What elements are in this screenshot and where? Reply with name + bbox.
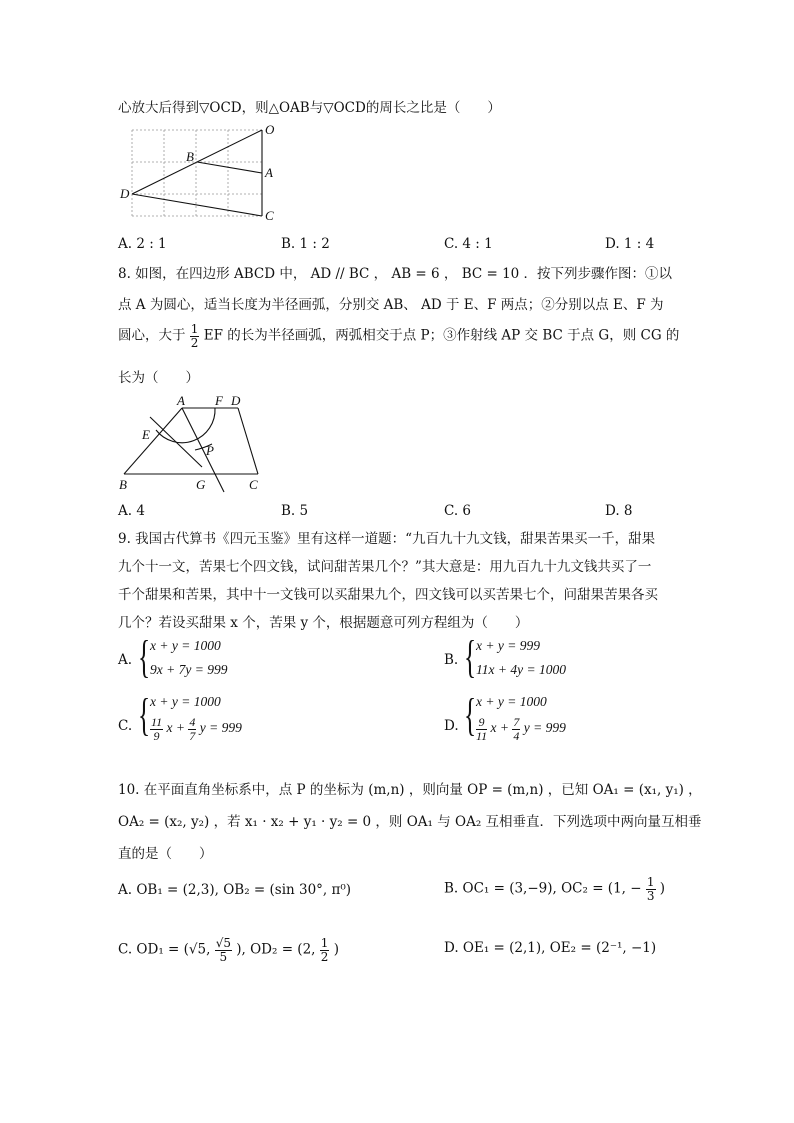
q7-figure xyxy=(112,120,282,230)
q8-label-p: P xyxy=(206,443,214,458)
q9-line2: 九个十一文，苦果七个四文钱，试问甜苦果几个？”其大意是：用九百九十九文钱共买了一 xyxy=(118,559,652,575)
q9-c-tail: y = 999 xyxy=(199,720,242,736)
q10-b-frac-den: 3 xyxy=(646,888,655,903)
q10-b-pre: B. OC₁ = (3,−9), OC₂ = (1, − xyxy=(444,880,642,897)
q9-c-f2-num: 4 xyxy=(189,715,196,729)
q9-d-f1-num: 9 xyxy=(476,716,487,730)
q10-c-post: ) xyxy=(333,941,339,958)
q9-option-a-eq2: 9x + 7y = 999 xyxy=(150,662,228,677)
q8-label-f: F xyxy=(215,393,223,408)
q8-figure xyxy=(112,392,272,494)
q10-c-frac2-den: 2 xyxy=(320,949,329,964)
q9-c-f1-den: 9 xyxy=(153,728,160,743)
q8-option-c: C. 6 xyxy=(444,503,472,519)
q10-line1: 10. 在平面直角坐标系中，点 P 的坐标为 (m,n) ，则向量 OP = (m,n) ，已知 OA₁ = (x₁, y₁) ， xyxy=(118,782,702,798)
q9-c-mid: x + xyxy=(166,720,185,736)
q8-option-a: A. 4 xyxy=(118,503,145,519)
q9-line3: 千个甜果和苦果，其中十一文钱可以买甜果九个，四文钱可以买苦果七个，问甜果苦果各买 xyxy=(118,587,658,603)
q10-c-frac1-den: 5 xyxy=(219,949,228,964)
q10-line2: OA₂ = (x₂, y₂) ，若 x₁ · x₂ + y₁ · y₂ = 0 ，则 OA₁ 与 OA₂ 互相垂直．下列选项中两向量互相垂 xyxy=(118,814,702,830)
q7-label-a: A xyxy=(265,165,273,180)
q10-b-frac-num: 1 xyxy=(646,875,655,889)
q8-option-d: D. 8 xyxy=(605,503,633,519)
q9-option-d-eq2 xyxy=(476,716,566,742)
q7-label-o: O xyxy=(265,122,275,137)
q7-option-b: B. 1 : 2 xyxy=(281,236,330,252)
q9-option-d-eq1: x + y = 1000 xyxy=(476,694,547,709)
q7-option-d: D. 1 : 4 xyxy=(605,236,655,252)
q9-d-f1-den: 11 xyxy=(476,728,488,743)
q10-option-d: D. OE₁ = (2,1), OE₂ = (2⁻¹, −1) xyxy=(444,940,657,956)
q10-c-mid: ), OD₂ = (2, xyxy=(236,941,316,958)
q10-c-frac1-num: √5 xyxy=(215,936,231,950)
q7-option-c: C. 4 : 1 xyxy=(444,236,493,252)
q9-option-c-eq2 xyxy=(150,716,242,742)
q9-option-a-brace: { xyxy=(138,631,151,682)
q9-line1: 9. 我国古代算书《四元玉鉴》里有这样一道题：“九百九十九文钱，甜果苦果买一千，甜果 xyxy=(118,531,656,547)
q8-line2: 点 A 为圆心，适当长度为半径画弧，分别交 AB、 AD 于 E、F 两点；②分别以点 E、F 为 xyxy=(118,297,664,313)
q8-label-d: D xyxy=(231,393,241,408)
q8-option-b: B. 5 xyxy=(281,503,309,519)
q8-label-a: A xyxy=(177,393,185,408)
q8-frac-num: 1 xyxy=(190,322,199,336)
q9-line4: 几个？若设买甜果 x 个，苦果 y 个，根据题意可列方程组为（ ） xyxy=(118,615,529,631)
q9-option-b-eq2: 11x + 4y = 1000 xyxy=(476,662,566,677)
q9-option-a-eq1: x + y = 1000 xyxy=(150,638,221,653)
q9-option-b-eq1: x + y = 999 xyxy=(476,638,540,653)
q8-label-b: B xyxy=(119,477,127,492)
q9-option-c-label: C. xyxy=(118,718,133,734)
q9-d-mid: x + xyxy=(490,720,509,736)
q9-option-a-label: A. xyxy=(118,652,133,668)
q8-fraction xyxy=(190,323,200,349)
q9-d-f2-den: 4 xyxy=(513,728,520,743)
q9-option-d-label: D. xyxy=(444,718,459,734)
q10-option-b xyxy=(444,876,665,902)
q10-option-a: A. OB₁ = (2,3), OB₂ = (sin 30°, π⁰) xyxy=(118,882,352,898)
q9-option-c-eq1: x + y = 1000 xyxy=(150,694,221,709)
q8-line3 xyxy=(118,323,679,349)
q9-d-tail: y = 999 xyxy=(523,720,566,736)
q7-label-b: B xyxy=(186,149,194,164)
q9-option-c-brace: { xyxy=(138,689,151,740)
q7-stem: 心放大后得到▽OCD，则△OAB与▽OCD的周长之比是（ ） xyxy=(118,100,501,116)
q8-line3-post: EF 的长为半径画弧，两弧相交于点 P；③作射线 AP 交 BC 于点 G，则 CG 的 xyxy=(203,327,680,344)
q9-c-f1-num: 11 xyxy=(151,715,163,729)
q9-option-d-brace: { xyxy=(464,689,477,740)
q8-label-g: G xyxy=(196,477,206,492)
q10-c-pre: C. OD₁ = (√5, xyxy=(118,941,211,958)
q8-frac-den: 2 xyxy=(190,335,199,350)
q10-line3: 直的是（ ） xyxy=(118,846,213,862)
q7-label-c: C xyxy=(265,208,274,223)
q7-option-a: A. 2 : 1 xyxy=(118,236,167,252)
q8-line3-pre: 圆心，大于 xyxy=(118,327,186,344)
q10-c-frac2-num: 1 xyxy=(320,936,329,950)
q9-option-b-label: B. xyxy=(444,652,459,668)
q9-option-b-brace: { xyxy=(464,631,477,682)
q8-line1: 8. 如图，在四边形 ABCD 中， AD // BC ， AB = 6 ， BC = 10 ．按下列步骤作图：①以 xyxy=(118,266,673,282)
q8-label-e: E xyxy=(142,427,150,442)
q8-label-c: C xyxy=(249,477,258,492)
q9-c-f2-den: 7 xyxy=(189,728,196,743)
q10-b-post: ) xyxy=(659,880,666,897)
q8-line4: 长为（ ） xyxy=(118,370,199,386)
q10-option-c xyxy=(118,937,339,963)
q7-label-d: D xyxy=(120,186,130,201)
q9-d-f2-num: 7 xyxy=(513,715,520,729)
